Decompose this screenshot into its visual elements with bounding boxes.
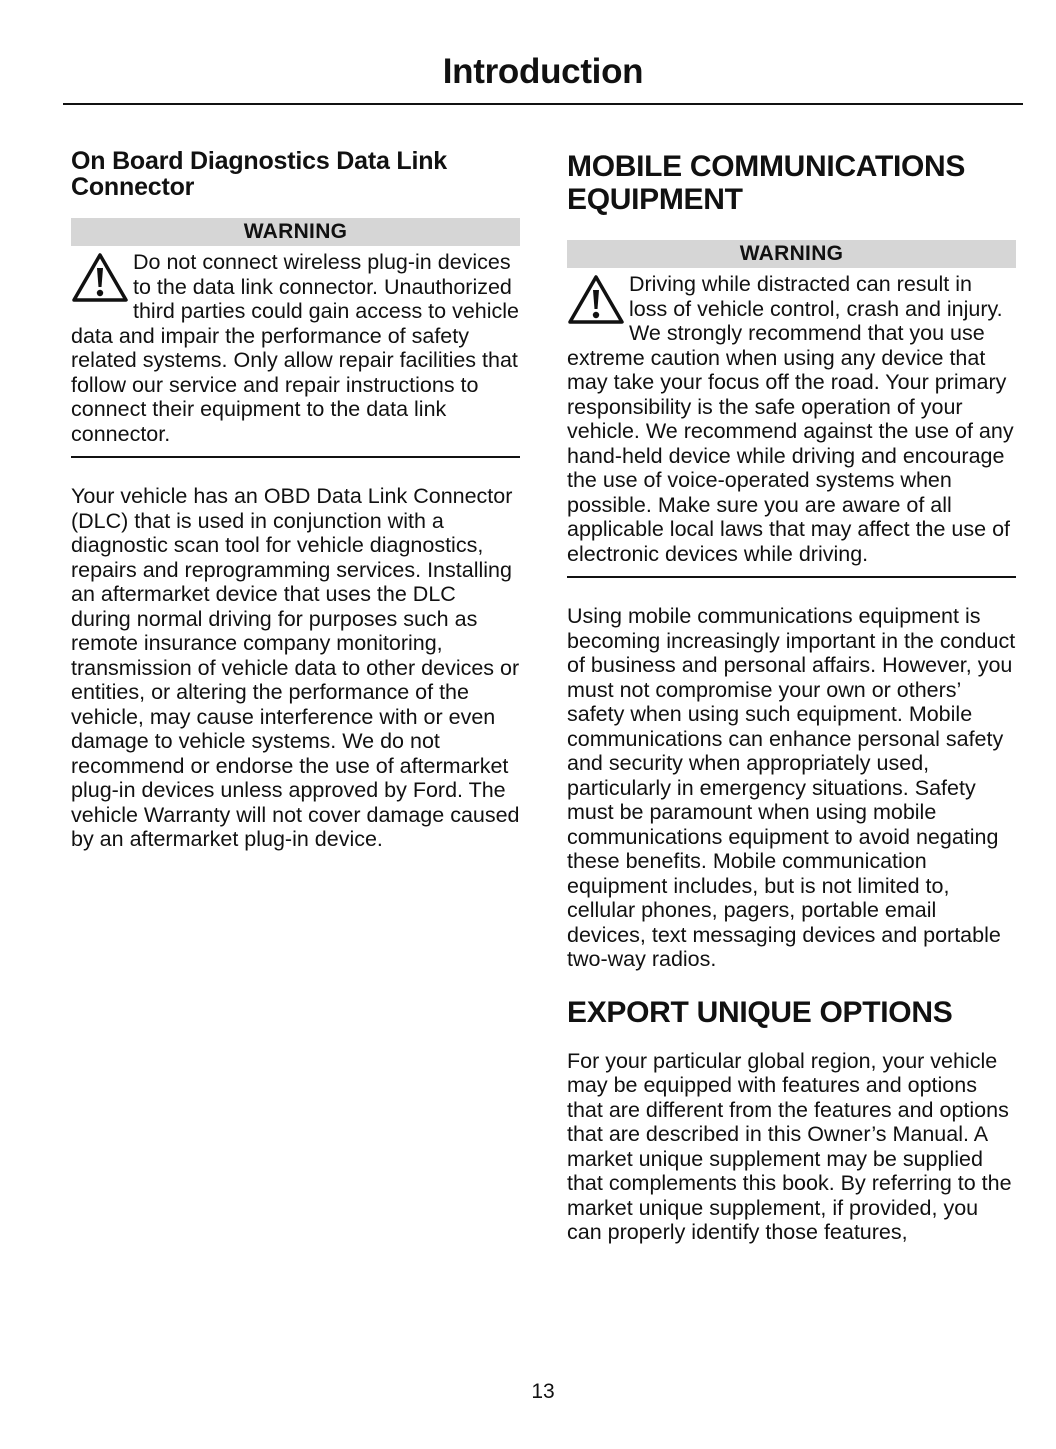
obd-warning-box [71, 250, 520, 458]
mobile-warning-text: Driving while distracted can result in loss of vehicle control, crash and injury. We strongly recommend that you use extreme caution when using any device that may take your focus off the road. Your primary responsibility is the safe operation of your vehicle. We recommend against the use of any hand-held device while driving and encourage the use of voice-operated systems when possible. Make sure you are aware of all applicable local laws that may affect the use of electronic devices while driving. [567, 272, 1014, 566]
page-number: 13 [531, 1380, 555, 1403]
mobile-heading: MOBILE COMMUNICATIONS EQUIPMENT [567, 150, 966, 216]
left-column [71, 148, 520, 882]
mobile-warning-box [567, 272, 1016, 578]
obd-paragraph: Your vehicle has an OBD Data Link Connector (DLC) that is used in conjunction with a diagnostic scan tool for vehicle diagnostics, repairs and reprogramming services. Installing an aftermarket device that uses the DLC during normal driving for purposes such as remote insurance company monitoring, transmission of vehicle data to other devices or entities, or altering the performance of the vehicle, may cause interference with or even damage to vehicle systems. We do not recommend or endorse the use of aftermarket plug-in devices unless approved by Ford. The vehicle Warranty will not cover damage caused by an aftermarket plug-in device. [71, 484, 520, 851]
obd-warning-text: Do not connect wireless plug-in devices to the data link connector. Unauthorized third parties could gain access to vehicle data and impair the performance of safety related systems. Only allow repair facilities that follow our service and repair instructions to connect their equipment to the data link connector. [71, 250, 520, 446]
mobile-warning-label: WARNING [567, 240, 1016, 268]
obd-warning-label: WARNING [71, 218, 520, 246]
mobile-paragraph: Using mobile communications equipment is becoming increasingly important in the conduct of business and personal affairs. However, you must not compromise your own or others’ safety when using such equipment. Mobile communications can enhance personal safety and security when appropriately used, particularly in emergency situations. Safety must be paramount when using mobile communications equipment to avoid negating these benefits. Mobile communication equipment includes, but is not limited to, cellular phones, pagers, portable email devices, text messaging devices and portable two-way radios. [567, 604, 1016, 971]
warning-triangle-icon [567, 274, 625, 326]
export-heading: EXPORT UNIQUE OPTIONS [567, 995, 953, 1029]
obd-subheading: On Board Diagnostics Data Link Connector [71, 147, 448, 201]
right-column [567, 150, 1016, 1245]
export-paragraph: For your particular global region, your vehicle may be equipped with features and options that are different from the features and options that are described in this Owner’s Manual. A market unique supplement may be supplied that complements this book. By referring to the market unique supplement, if provided, you can properly identify those features, [567, 1048, 1012, 1244]
title-divider [63, 103, 1023, 105]
page-title: Introduction [442, 52, 644, 91]
warning-triangle-icon [71, 252, 129, 304]
